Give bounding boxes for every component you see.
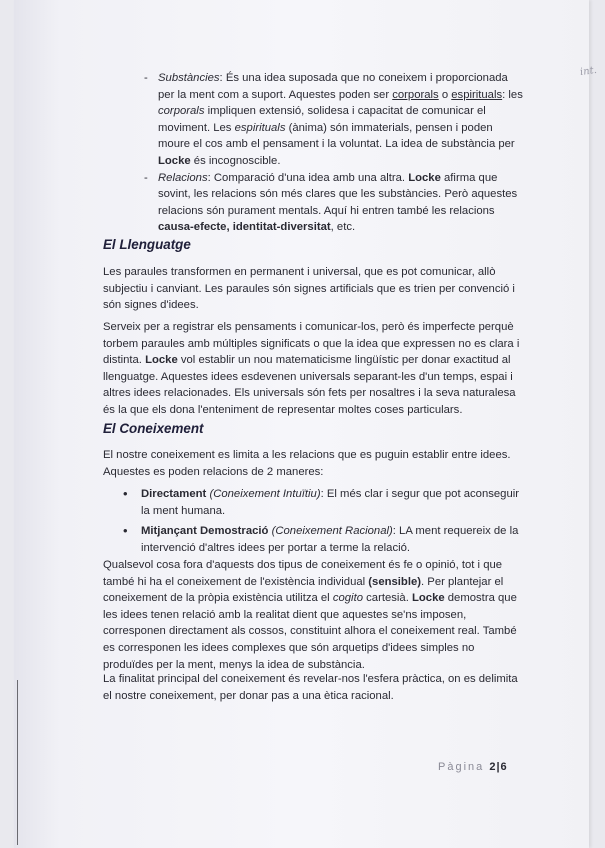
- llenguatge-paragraph-1: Les paraules transformen en permanent i universal, que es pot comunicar, allò subjectiu i canviant. Les paraules són signes artificials que es trien per convenció i són signes d'idees.: [103, 266, 515, 312]
- coneixement-paragraph-4: La finalitat principal del coneixement és revelar-nos l'esfera pràctica, on es delimita el nostre coneixement, per donar pas a una ètica racional.: [103, 673, 518, 702]
- bullet-directament: • Directament (Coneixement Intuïtiu): El més clar i segur que pot aconseguir la ment humana.: [141, 486, 521, 519]
- coneixement-intro: El nostre coneixement es limita a les relacions que es puguin establir entre idees. Aquestes es poden relacions de 2 maneres:: [103, 449, 511, 478]
- footer-label: Pàgina: [438, 761, 485, 773]
- footer-page-number: 2: [489, 761, 497, 773]
- margin-note: int.: [579, 64, 598, 79]
- term-relacions: Relacions: [158, 171, 208, 184]
- corporals-link: corporals: [392, 88, 439, 101]
- heading-coneixement: El Coneixement: [103, 421, 204, 436]
- bullet-demostracio: • Mitjançant Demostració (Coneixement Racional): LA ment requereix de la intervenció d'altres idees per portar a terme la relació.: [141, 523, 521, 556]
- definition-substancies: - Substàncies: És una idea suposada que no coneixem i proporcionada per la ment com a suport. Aquestes poden ser corporals o espirituals: les corporals impliquen extensió, solidesa i capacitat de comunicar el moviment. Les espirituals (ànima) són immaterials, pensen i poden moure el cos amb el pensament i la voluntat. La idea de substància per Locke és incognoscible.: [158, 70, 523, 170]
- definition-relacions: - Relacions: Comparació d'una idea amb una altra. Locke afirma que sovint, les relacions són més clares que les substàncies. Però aquestes relacions són purament mentals. Aquí hi entren també les relacions causa-efecte, identitat-diversitat, etc.: [158, 170, 523, 236]
- coneixement-bullets: [141, 486, 521, 560]
- footer-page-total: 6: [500, 761, 508, 773]
- definition-list: [158, 70, 523, 236]
- page-edge-line: [17, 680, 18, 845]
- page-footer: Pàgina 2|6: [438, 761, 508, 773]
- espirituals-link: espirituals: [451, 88, 503, 101]
- coneixement-paragraph-3: Qualsevol cosa fora d'aquests dos tipus de coneixement és fe o opinió, tot i que també hi ha el coneixement de l'existència individual (sensible). Per plantejar el coneixement de la pròpia existència utilitza el cogito cartesià. Locke demostra que les idees tenen relació amb la realitat dient que aquestes se'ns imposen, corresponen directament als cossos, constituint alhora el coneixement real. També es corresponen les idees complexes que són arquetips d'idees simples no produïdes per la ment, menys la idea de substància.: [103, 559, 517, 671]
- llenguatge-paragraph-2: Serveix per a registrar els pensaments i comunicar-los, però és imperfecte perquè torbem paraules amb múltiples significats o que la idea que expressen no es clara i distinta. Locke vol establir un nou matematicisme lingüístic per donar exactitud al llenguatge. Aquestes idees esdevenen universals separant-les d'un temps, espai i altres idees relacionades. Els universals són fets per nosaltres i la seva naturalesa és la que els dona l'enteniment de representar moltes coses particulars.: [103, 321, 520, 416]
- heading-llenguatge: El Llenguatge: [103, 237, 191, 252]
- term-substancies: Substàncies: [158, 72, 220, 84]
